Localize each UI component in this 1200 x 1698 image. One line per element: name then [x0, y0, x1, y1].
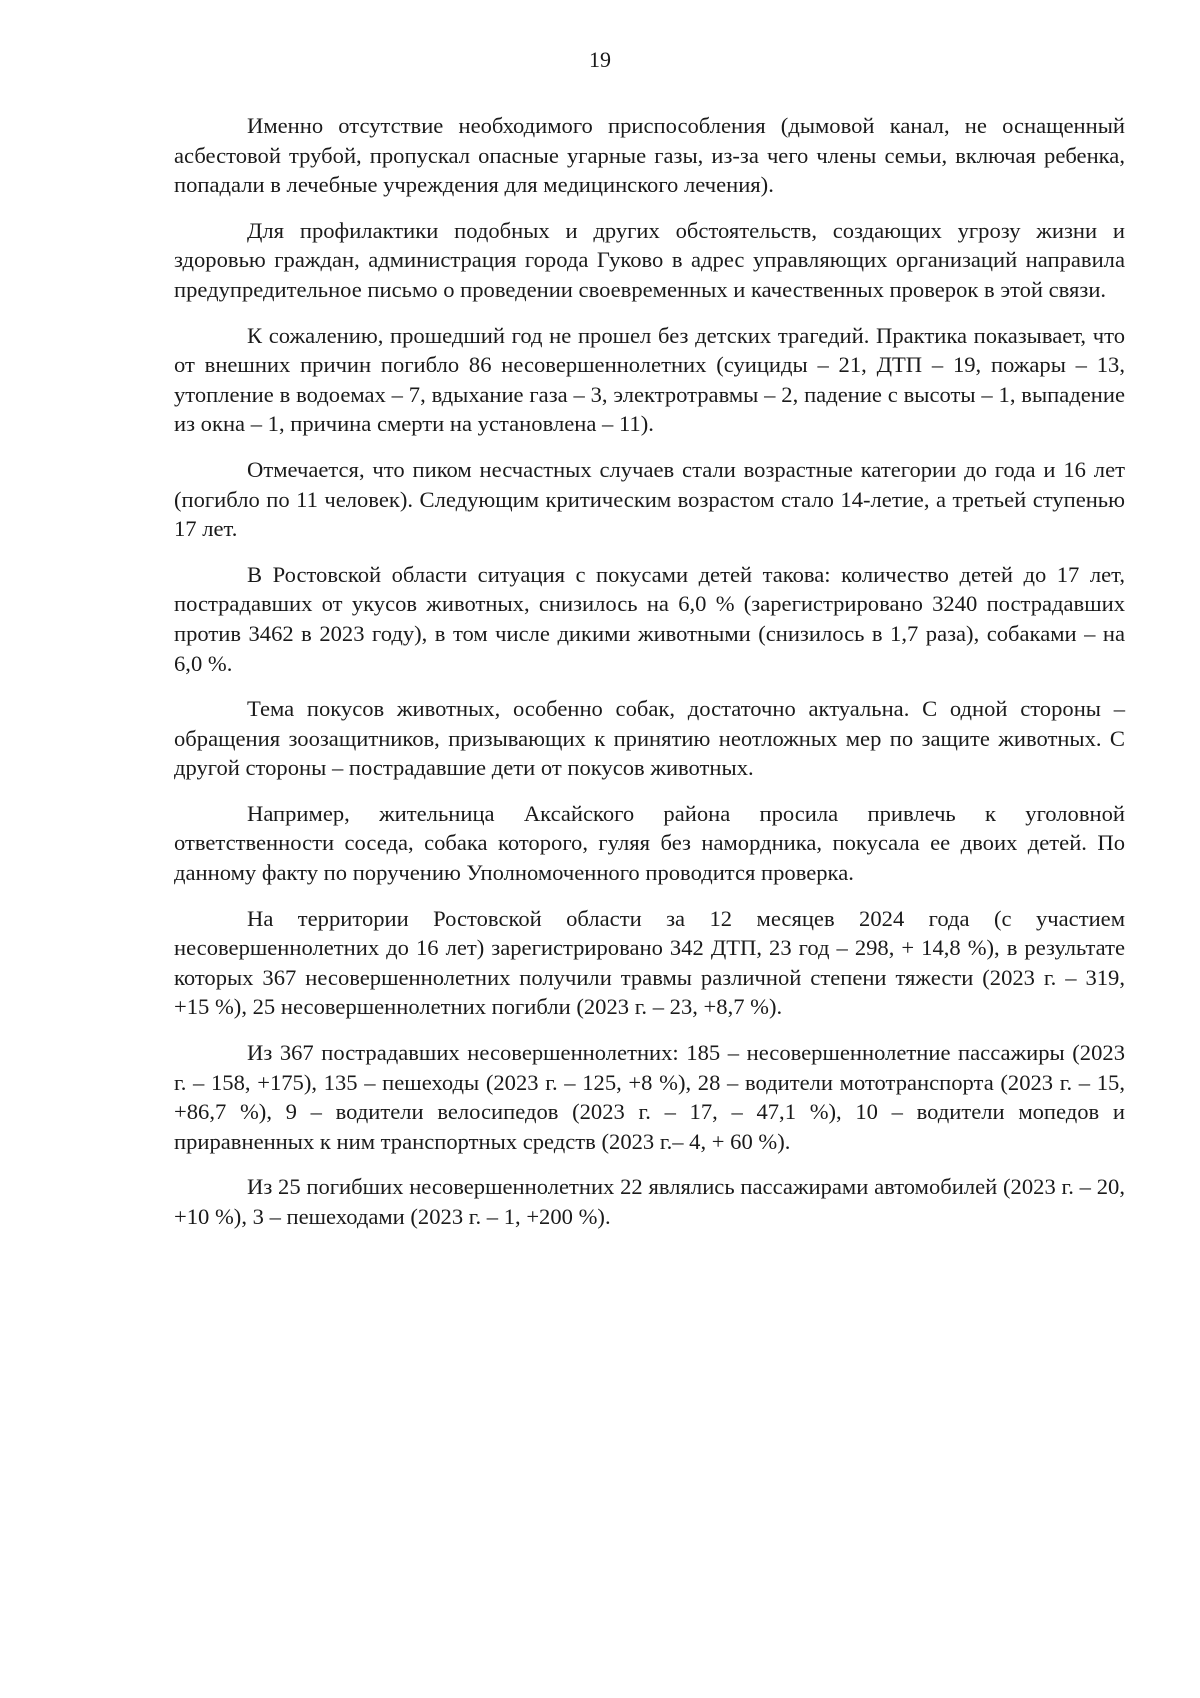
- paragraph-1: Именно отсутствие необходимого приспособления (дымовой канал, не оснащенный асбестовой трубой, пропускал опасные угарные газы, из-за чего члены семьи, включая ребенка, попадали в лечебные учреждения для медицинского лечения).: [174, 113, 1125, 198]
- paragraph-8: На территории Ростовской области за 12 месяцев 2024 года (с участием несовершеннолетних до 16 лет) зарегистрировано 342 ДТП, 23 год – 298, + 14,8 %), в результате которых 367 несовершеннолетних получили травмы различной степени тяжести (2023 г. – 319, +15 %), 25 несовершеннолетних погибли (2023 г. – 23, +8,7 %).: [174, 905, 1125, 1020]
- paragraph-9: Из 367 пострадавших несовершеннолетних: 185 – несовершеннолетние пассажиры (2023 г. – 158, +175), 135 – пешеходы (2023 г. – 125, +8 %), 28 – водители мототранспорта (2023 г. – 15, +86,7 %), 9 – водители велосипедов (2023 г. – 17, – 47,1 %), 10 – водители мопедов и приравненных к ним транспортных средств (2023 г.– 4, + 60 %).: [174, 1040, 1125, 1154]
- paragraph-7: Например, жительница Аксайского района просила привлечь к уголовной ответственности соседа, собака которого, гуляя без намордника, покусала ее двоих детей. По данному факту по поручению Уполномоченного проводится проверка.: [174, 800, 1125, 886]
- document-body: [174, 111, 1125, 1248]
- paragraph-3: К сожалению, прошедший год не прошел без детских трагедий. Практика показывает, что от внешних причин погибло 86 несовершеннолетних (суициды – 21, ДТП – 19, пожары – 13, утопление в водоемах – 7, вдыхание газа – 3, электротравмы – 2, падение с высоты – 1, выпадение из окна – 1, причина смерти на установлена – 11).: [174, 322, 1125, 437]
- page-number: 19: [589, 47, 611, 72]
- paragraph-10: Из 25 погибших несовершеннолетних 22 являлись пассажирами автомобилей (2023 г. – 20, +10 %), 3 – пешеходами (2023 г. – 1, +200 %).: [174, 1174, 1125, 1229]
- paragraph-4: Отмечается, что пиком несчастных случаев стали возрастные категории до года и 16 лет (погибло по 11 человек). Следующим критическим возрастом стало 14-летие, а третьей ступенью 17 лет.: [174, 456, 1125, 542]
- paragraph-5: В Ростовской области ситуация с покусами детей такова: количество детей до 17 лет, пострадавших от укусов животных, снизилось на 6,0 % (зарегистрировано 3240 пострадавших против 3462 в 2023 году), в том числе дикими животными (снизилось в 1,7 раза), собаками – на 6,0 %.: [174, 561, 1125, 676]
- paragraph-2: Для профилактики подобных и других обстоятельств, создающих угрозу жизни и здоровью граждан, администрация города Гуково в адрес управляющих организаций направила предупредительное письмо о проведении своевременных и качественных проверок в этой связи.: [174, 217, 1125, 302]
- paragraph-6: Тема покусов животных, особенно собак, достаточно актуальна. С одной стороны – обращения зоозащитников, призывающих к принятию неотложных мер по защите животных. С другой стороны – пострадавшие дети от покусов животных.: [174, 696, 1125, 781]
